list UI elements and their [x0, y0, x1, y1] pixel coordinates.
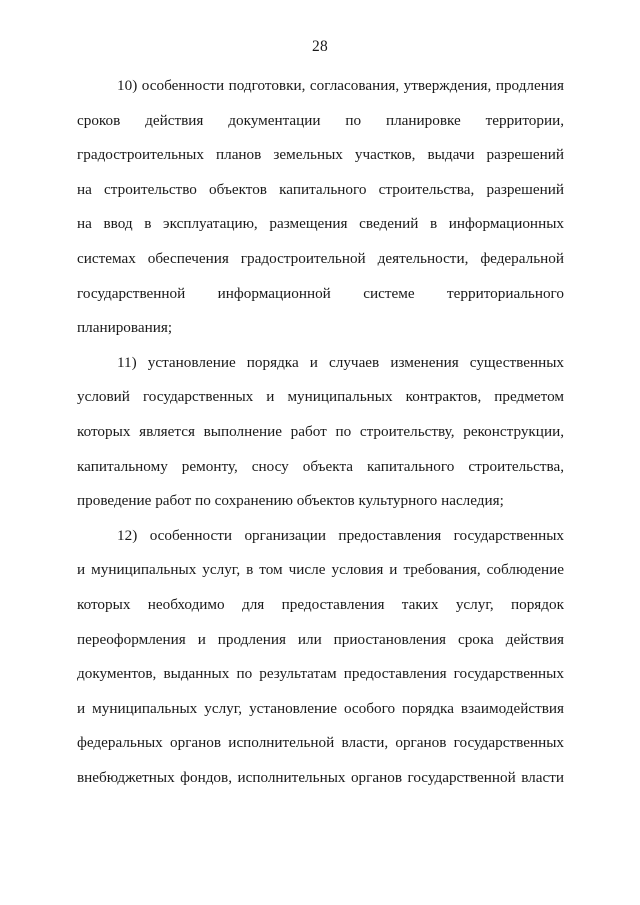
- text-line: переоформления и продления или приостановления срока действия: [77, 630, 564, 648]
- text-line: капитальному ремонту, сносу объекта капитального строительства,: [77, 457, 564, 475]
- paragraph-item-11: [77, 346, 564, 519]
- text-line: системах обеспечения градостроительной деятельности, федеральной: [77, 249, 564, 267]
- text-line: на ввод в эксплуатацию, размещения сведений в информационных: [77, 215, 564, 233]
- document-body: [77, 69, 564, 795]
- paragraph-item-12: [77, 519, 564, 796]
- text-line: которых является выполнение работ по строительству, реконструкции,: [77, 422, 564, 440]
- text-line: условий государственных и муниципальных контрактов, предметом: [77, 388, 564, 406]
- text-line: 11) установление порядка и случаев изменения существенных: [117, 353, 564, 371]
- text-line: 12) особенности организации предоставления государственных: [117, 526, 564, 544]
- paragraph-item-10: [77, 69, 564, 346]
- text-line: планирования;: [77, 319, 173, 337]
- text-line: государственной информационной системе территориального: [77, 284, 564, 302]
- text-line: документов, выданных по результатам предоставления государственных: [77, 665, 564, 683]
- text-line: и муниципальных услуг, установление особого порядка взаимодействия: [77, 699, 564, 717]
- text-line: 10) особенности подготовки, согласования, утверждения, продления: [117, 77, 564, 94]
- text-line: федеральных органов исполнительной власти, органов государственных: [77, 734, 564, 752]
- text-line: на строительство объектов капитального строительства, разрешений: [77, 180, 564, 198]
- text-line: и муниципальных услуг, в том числе условия и требования, соблюдение: [77, 561, 564, 579]
- page-number: 28: [311, 38, 329, 55]
- text-line: сроков действия документации по планировке территории,: [77, 111, 564, 129]
- text-line: проведение работ по сохранению объектов культурного наследия;: [77, 492, 504, 510]
- text-line: градостроительных планов земельных участков, выдачи разрешений: [77, 146, 564, 164]
- text-line: внебюджетных фондов, исполнительных органов государственной власти: [77, 768, 564, 786]
- text-line: которых необходимо для предоставления таких услуг, порядок: [77, 595, 564, 613]
